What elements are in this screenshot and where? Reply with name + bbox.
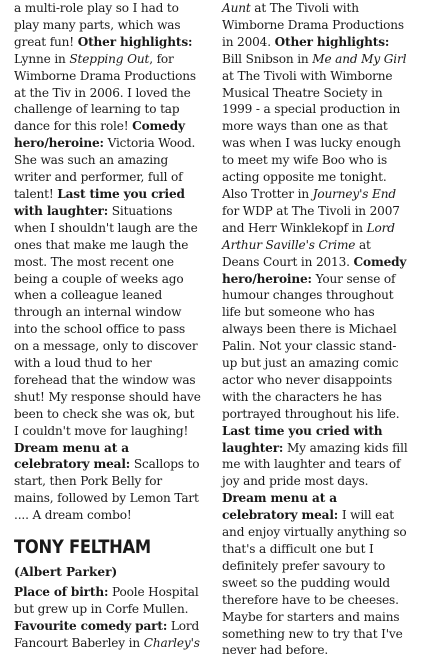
- other-highlights-text: for WDP at The Tivoli in 2007 and Herr Winklekopf in: [222, 203, 400, 235]
- place-of-birth-text: Poole Hospital but grew up in Corfe Mullen.: [14, 585, 199, 616]
- favourite-part-text: at The Tivoli with Wimborne Drama Productions in 2004.: [222, 1, 404, 49]
- other-highlights-text: , for Wimborne Drama Productions at the Tiv in 2006. I loved the challenge of learning to tap dance for this role!: [14, 51, 196, 134]
- other-highlights-label: Other highlights:: [77, 34, 193, 49]
- profile-text-tony: [14, 584, 202, 652]
- favourite-part-text: Lord Fancourt Baberley in: [14, 618, 200, 650]
- show-title: Aunt: [222, 1, 251, 15]
- other-highlights-text: Lynne in: [14, 51, 66, 66]
- show-title: Journey's End: [312, 186, 396, 201]
- comedy-hero-label: Comedy hero/heroine:: [222, 254, 407, 286]
- dream-menu-text: Scallops to start, then Pork Belly for mains, followed by Lemon Tart .... A dream combo!: [14, 457, 200, 523]
- show-title: Me and My Girl: [312, 51, 407, 66]
- other-highlights-text: Bill Snibson in: [222, 51, 309, 66]
- dream-menu-text: I will eat and enjoy virtually anything so that's a difficult one but I definitely prefer savoury to sweet so the pudding would therefore have to be cheeses. Maybe for starters and mains something new to try that I've never had before.: [222, 508, 407, 658]
- last-cried-text: My amazing kids fill me with laughter and tears of joy and pride most days.: [222, 440, 408, 489]
- dream-menu-label: Dream menu at a celebratory meal:: [14, 440, 131, 472]
- dream-menu-label: Dream menu at a celebratory meal:: [222, 491, 339, 523]
- other-highlights-label: Other highlights:: [274, 34, 390, 49]
- comedy-hero-text: Your sense of humour changes throughout life but someone who has always been there is Michael Palin. Not your classic stand-up but just an amazing comic actor who never disappoints with the characters he has portrayed throughout his life.: [222, 271, 400, 421]
- show-title: Stepping Out: [69, 51, 150, 66]
- profile-text-tony-continued: [222, 0, 410, 659]
- favourite-part-label: Favourite comedy part:: [14, 618, 168, 633]
- comedy-hero-label: Comedy hero/heroine:: [14, 119, 185, 151]
- place-of-birth-label: Place of birth:: [14, 585, 109, 599]
- show-title: Lord Arthur Saville's Crime: [222, 220, 395, 252]
- profile-role: (Albert Parker): [14, 565, 118, 580]
- profile-name-heading: TONY FELTHAM: [14, 536, 151, 559]
- last-cried-label: Last time you cried with laughter:: [14, 186, 185, 218]
- intro-text: a multi-role play so I had to play many parts, which was great fun!: [14, 1, 181, 49]
- left-column: [14, 0, 202, 652]
- other-highlights-text: at The Tivoli with Wimborne Musical Theatre Society in 1999 - a special production in more ways than one as that was when I was lucky enough to meet my wife Boo who is acting opposite me tonight. Also Trotter in: [222, 68, 401, 201]
- last-cried-text: Situations when I shouldn't laugh are the ones that make me laugh the most. The most recent one being a couple of weeks ago when a colleague leaned through an internal window into the school office to pass on a message, only to discover with a loud thud to her forehead that the window was shut! My response should have been to check she was ok, but I couldn't move for laughing!: [14, 203, 201, 438]
- comedy-hero-text: Victoria Wood. She was such an amazing writer and performer, full of talent!: [14, 136, 196, 201]
- profile-text-previous: [14, 0, 202, 524]
- last-cried-label: Last time you cried with laughter:: [222, 423, 383, 455]
- other-highlights-text: at Deans Court in 2013.: [222, 237, 371, 269]
- right-column: [222, 0, 410, 659]
- show-title: Charley's: [143, 635, 200, 650]
